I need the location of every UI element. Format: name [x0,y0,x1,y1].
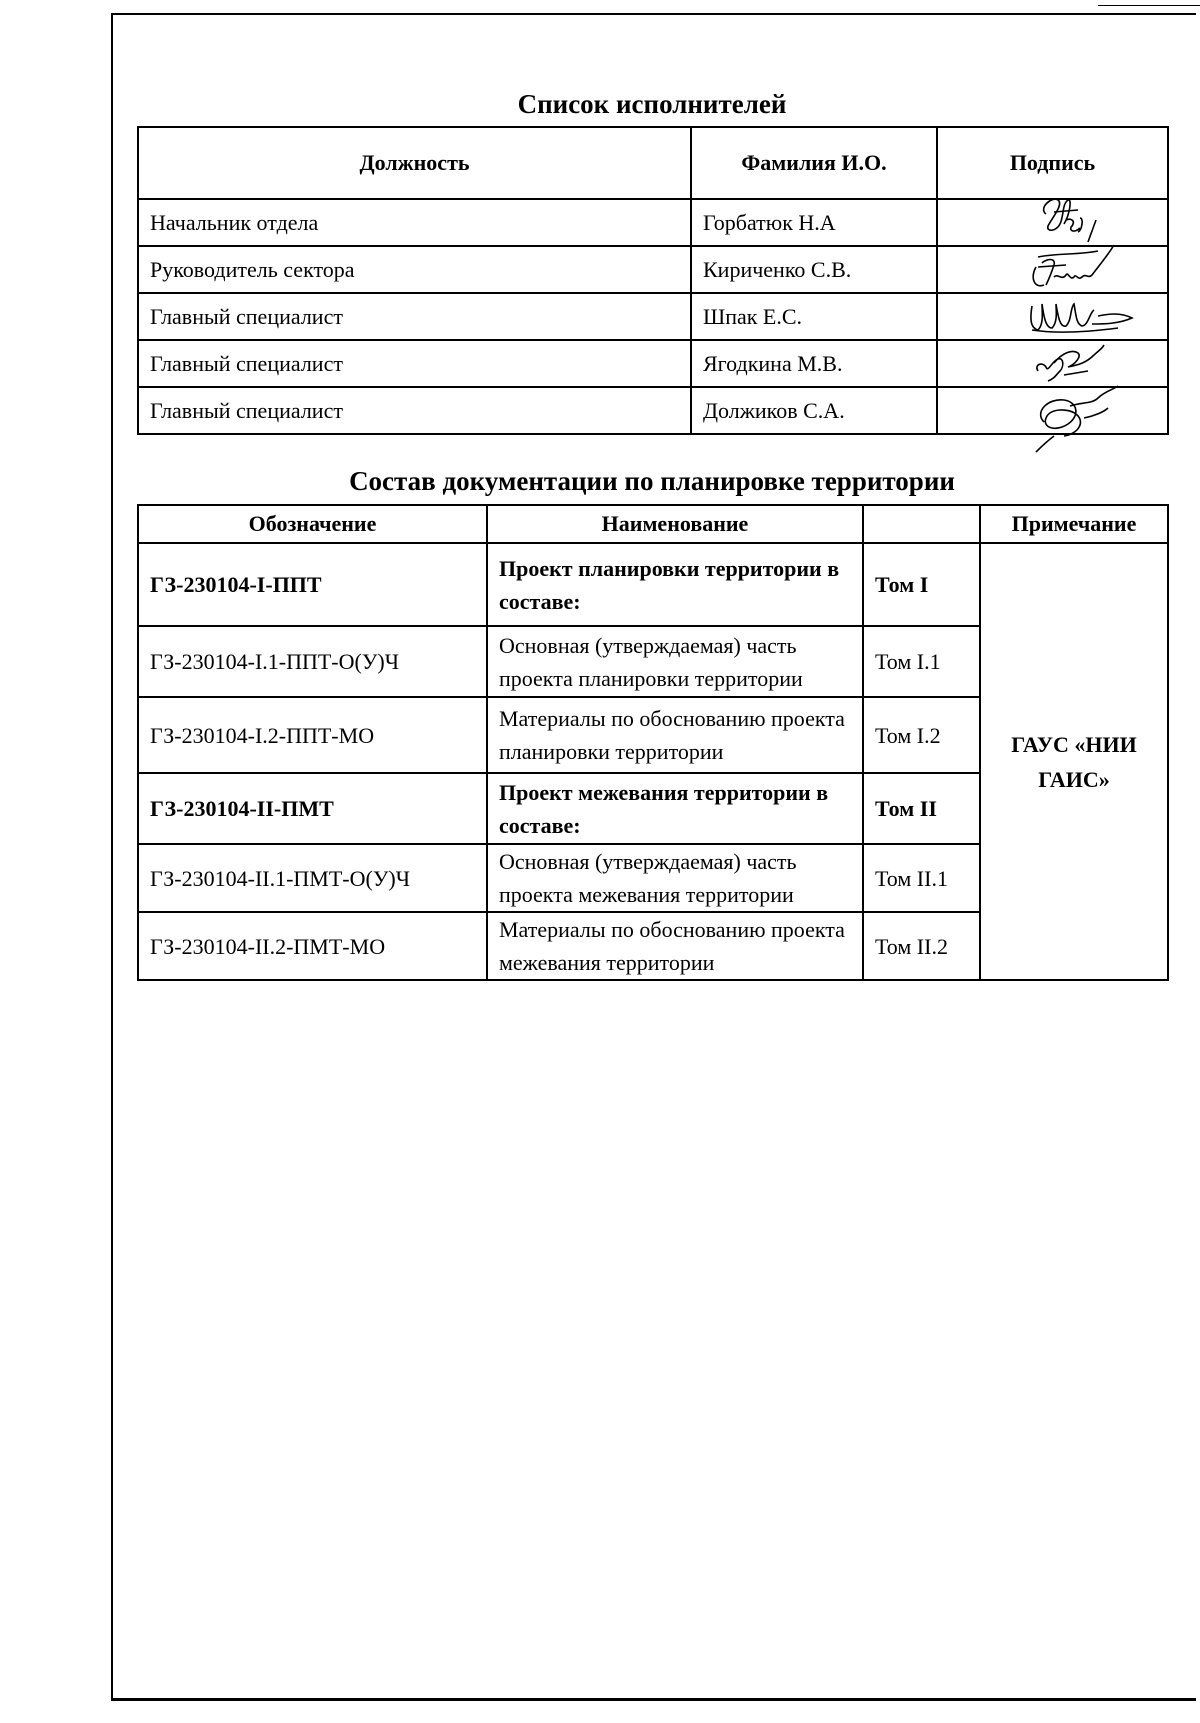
position-cell: Руководитель сектора [138,246,691,293]
header-signature: Подпись [937,127,1168,199]
name-cell: Должиков С.А. [691,387,937,434]
position-cell: Главный специалист [138,340,691,387]
title-cell: Проект межевания территории в составе: [487,773,863,844]
title-cell: Материалы по обоснованию проекта межевания территории [487,912,863,980]
designation-cell: ГЗ-230104-II-ПМТ [138,773,487,844]
title-cell: Проект планировки территории в составе: [487,543,863,626]
name-cell: Ягодкина М.В. [691,340,937,387]
performers-title: Список исполнителей [517,89,787,119]
volume-cell: Том II.2 [863,912,980,980]
name-cell: Кириченко С.В. [691,246,937,293]
volume-cell: Том I.1 [863,626,980,697]
performers-table [137,126,1169,435]
designation-cell: ГЗ-230104-I-ППТ [138,543,487,626]
name-cell: Шпак Е.С. [691,293,937,340]
designation-cell: ГЗ-230104-II.1-ПМТ-О(У)Ч [138,844,487,912]
header-volume [863,505,980,543]
table-row [138,387,1168,434]
designation-cell: ГЗ-230104-I.2-ППТ-МО [138,697,487,773]
title-cell: Основная (утверждаемая) часть проекта планировки территории [487,626,863,697]
header-note: Примечание [980,505,1168,543]
note-cell: ГАУС «НИИ ГАИС» [980,543,1168,980]
title-cell: Материалы по обоснованию проекта планировки территории [487,697,863,773]
volume-cell: Том II [863,773,980,844]
composition-title: Состав документации по планировке территории [349,466,955,496]
composition-table [137,504,1169,981]
position-cell: Главный специалист [138,387,691,434]
performers-header-row [138,127,1168,199]
header-name: Фамилия И.О. [691,127,937,199]
designation-cell: ГЗ-230104-II.2-ПМТ-МО [138,912,487,980]
corner-line [1098,5,1200,6]
volume-cell: Том I [863,543,980,626]
signature-cell [937,387,1168,434]
header-designation: Обозначение [138,505,487,543]
volume-cell: Том I.2 [863,697,980,773]
title-cell: Основная (утверждаемая) часть проекта межевания территории [487,844,863,912]
header-title: Наименование [487,505,863,543]
name-cell: Горбатюк Н.А [691,199,937,246]
signature-image [1008,378,1128,458]
position-cell: Главный специалист [138,293,691,340]
header-position: Должность [138,127,691,199]
designation-cell: ГЗ-230104-I.1-ППТ-О(У)Ч [138,626,487,697]
position-cell: Начальник отдела [138,199,691,246]
table-row [138,543,1168,626]
composition-header-row [138,505,1168,543]
volume-cell: Том II.1 [863,844,980,912]
